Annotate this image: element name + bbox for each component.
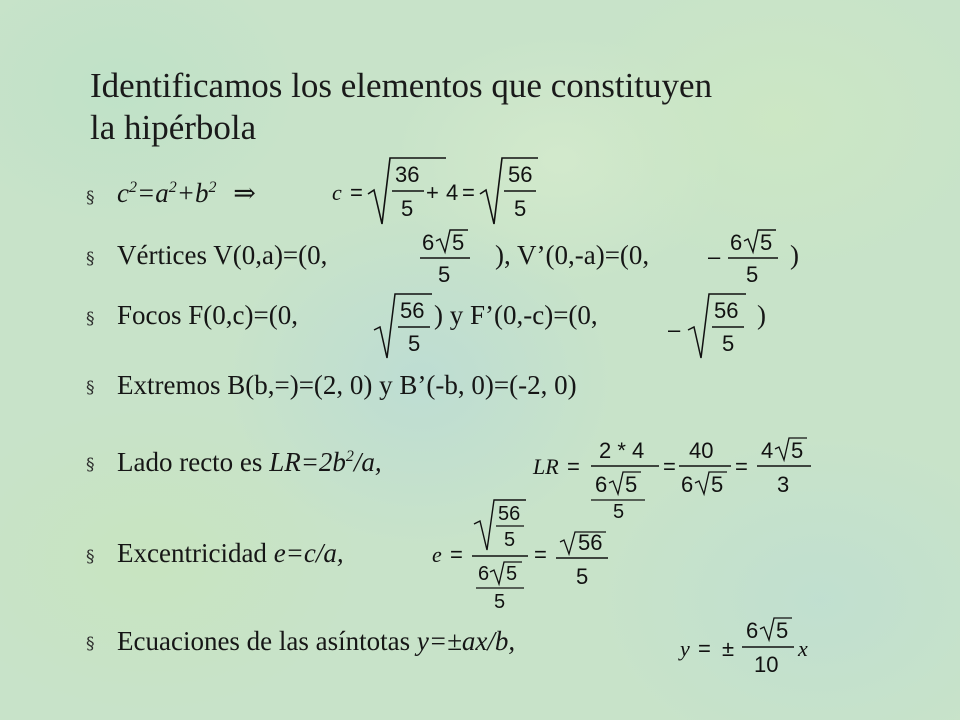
svg-text:56: 56 (714, 298, 739, 323)
svg-text:c: c (332, 180, 342, 205)
svg-text:5: 5 (625, 472, 638, 497)
bullet-icon: § (86, 188, 95, 208)
svg-text:5: 5 (504, 529, 516, 551)
bullet-icon: § (86, 547, 95, 567)
vertex-fraction (418, 226, 488, 286)
title-line-2: la hipérbola (90, 108, 257, 147)
svg-text:e: e (432, 542, 442, 567)
svg-text:–: – (668, 317, 681, 342)
svg-text:=: = (567, 454, 580, 479)
slide-title (90, 65, 890, 149)
svg-text:5: 5 (494, 591, 506, 613)
svg-text:x: x (798, 636, 808, 661)
svg-text:2 * 4: 2 * 4 (599, 438, 645, 463)
implies-symbol: ⇒ (233, 178, 256, 208)
focos-text: Focos F(0,c)=(0, (117, 300, 298, 330)
svg-text:5: 5 (506, 563, 518, 585)
svg-text:y: y (680, 636, 690, 661)
vertex-neg-fraction (706, 226, 796, 286)
focus-neg-fraction (668, 290, 758, 362)
c-relation-formula: $c^2=a^2+b^2$ ⇒ (117, 178, 256, 208)
svg-text:5: 5 (746, 262, 759, 287)
svg-text:=: = (698, 636, 711, 661)
c-value-formula (328, 150, 558, 230)
svg-text:5: 5 (401, 196, 414, 221)
svg-text:=: = (450, 542, 463, 567)
svg-text:=: = (534, 542, 547, 567)
asym-value-formula (678, 612, 828, 676)
svg-text:56: 56 (578, 530, 603, 555)
bullet-icon: § (86, 309, 95, 329)
vertices-end-text: ) (790, 240, 799, 270)
svg-text:5: 5 (776, 618, 789, 643)
svg-text:6: 6 (595, 472, 608, 497)
svg-text:6: 6 (746, 618, 759, 643)
svg-text:5: 5 (576, 564, 589, 589)
svg-text:–: – (708, 244, 721, 269)
bullet-icon: § (86, 634, 95, 654)
excentricidad-text: Excentricidad e=c/a, (117, 538, 344, 568)
svg-text:=: = (663, 454, 676, 479)
svg-text:56: 56 (508, 162, 533, 187)
svg-text:=: = (462, 180, 475, 205)
focos-mid-text: ) y F’(0,-c)=(0, (434, 300, 598, 330)
svg-text:5: 5 (791, 438, 804, 463)
svg-text:6: 6 (422, 230, 435, 255)
asintotas-text: Ecuaciones de las asíntotas y=±ax/b, (117, 626, 516, 656)
vertices-text: Vértices V(0,a)=(0, (117, 240, 328, 270)
svg-text:5: 5 (438, 262, 451, 287)
title-line-1: Identificamos los elementos que constituyen (90, 66, 713, 105)
svg-text:±: ± (722, 636, 735, 661)
svg-text:4: 4 (761, 438, 774, 463)
extremos-text: Extremos B(b,=)=(2, 0) y B’(-b, 0)=(-2, 0) (117, 370, 577, 400)
svg-text:36: 36 (395, 162, 420, 187)
svg-text:5: 5 (722, 331, 735, 356)
focos-end-text: ) (757, 300, 766, 330)
svg-text:56: 56 (498, 503, 521, 525)
svg-text:4: 4 (446, 180, 459, 205)
svg-text:=: = (735, 454, 748, 479)
svg-text:40: 40 (689, 438, 714, 463)
svg-text:3: 3 (777, 472, 790, 497)
svg-text:6: 6 (730, 230, 743, 255)
svg-text:+: + (426, 180, 439, 205)
svg-text:5: 5 (408, 331, 421, 356)
vertices-mid-text: ), V’(0,-a)=(0, (495, 240, 650, 270)
bullet-icon: § (86, 455, 95, 475)
svg-text:10: 10 (754, 652, 779, 677)
svg-text:5: 5 (452, 230, 465, 255)
svg-text:5: 5 (613, 501, 625, 523)
svg-text:6: 6 (681, 472, 694, 497)
svg-text:5: 5 (711, 472, 724, 497)
svg-text:LR: LR (533, 454, 559, 479)
svg-text:=: = (350, 180, 363, 205)
svg-text:56: 56 (400, 298, 425, 323)
svg-text:5: 5 (514, 196, 527, 221)
lado-recto-text: Lado recto es $LR=2b^2/a$, (117, 447, 382, 477)
bullet-icon: § (86, 378, 95, 398)
bullet-icon: § (86, 249, 95, 269)
svg-text:6: 6 (478, 563, 490, 585)
focus-fraction (370, 290, 440, 362)
svg-text:5: 5 (760, 230, 773, 255)
e-value-formula (430, 498, 630, 616)
